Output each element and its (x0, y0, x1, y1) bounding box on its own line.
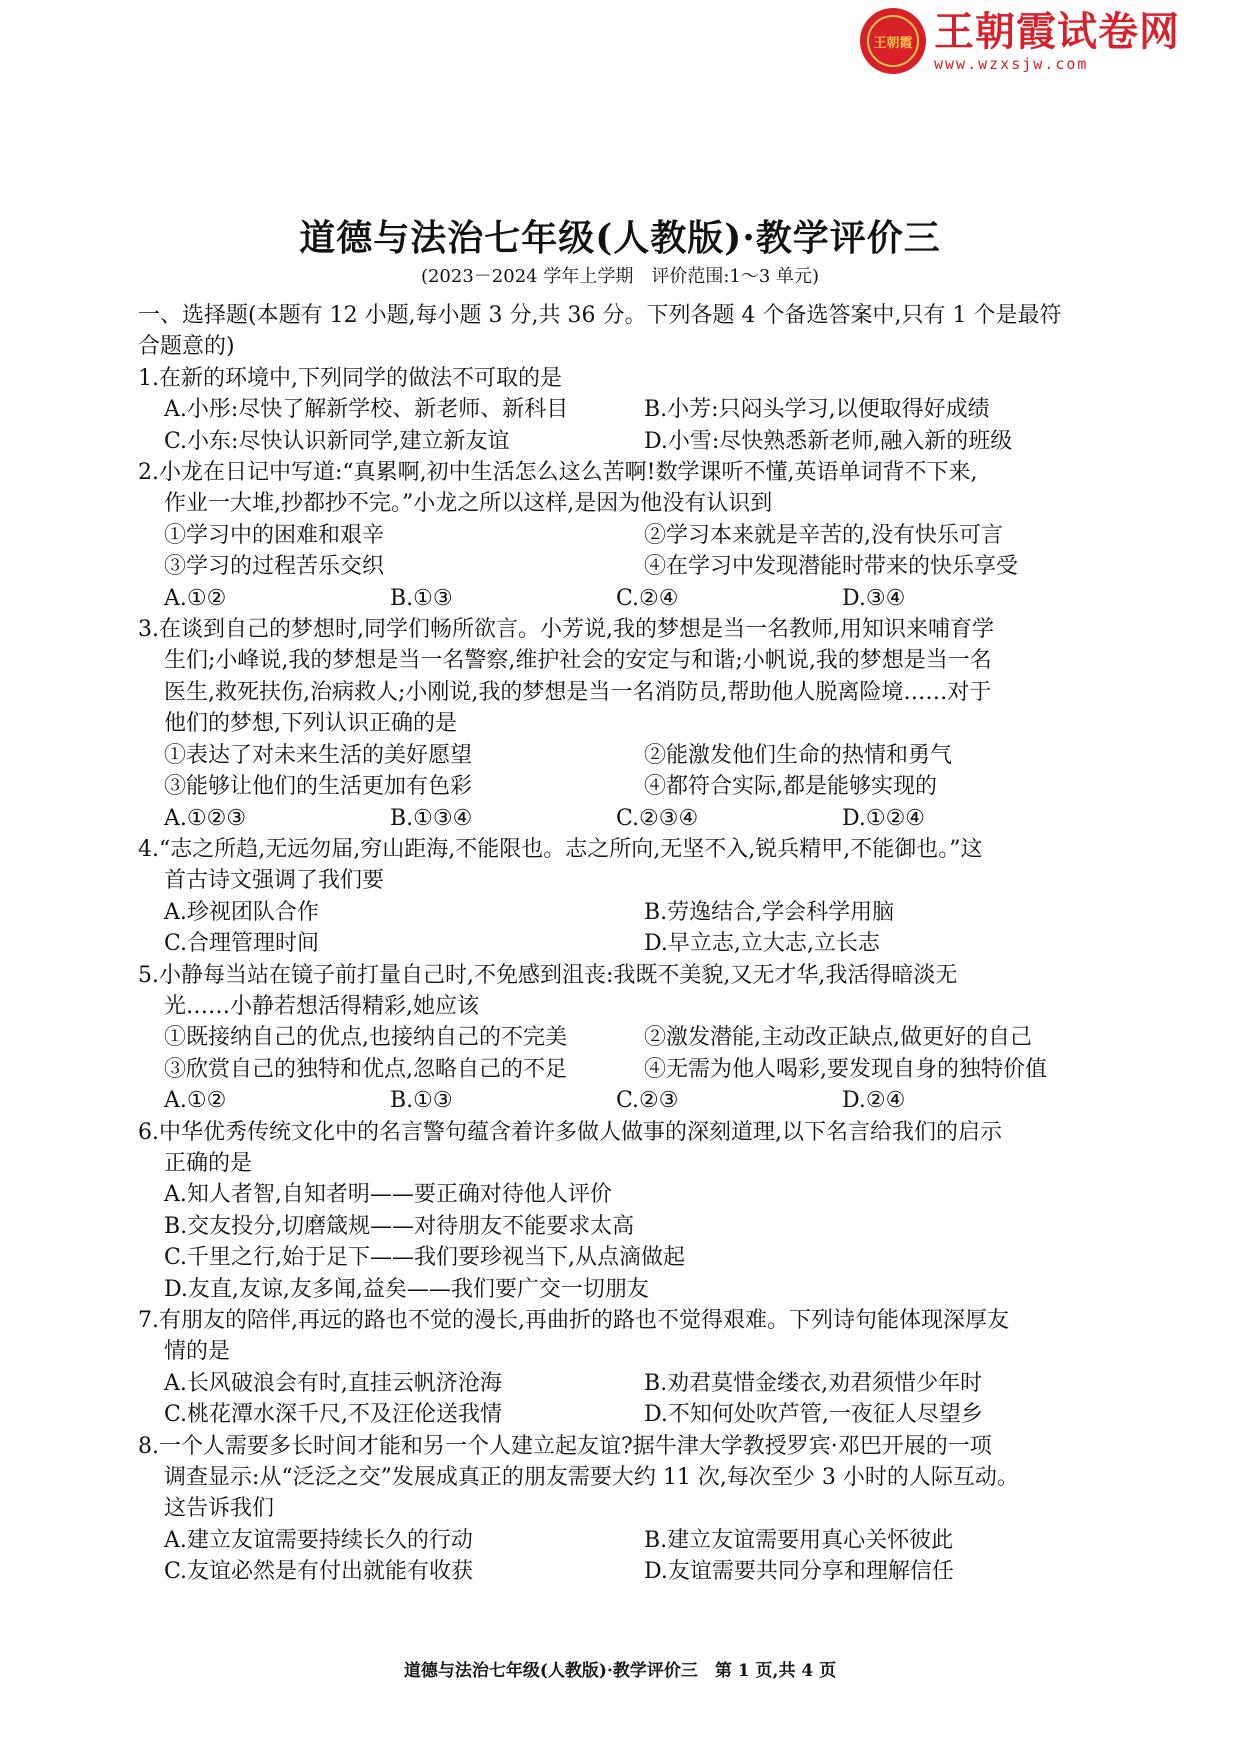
answer-choice: C.②③ (616, 1088, 679, 1114)
question-stem-line: 8.一个人需要多长时间才能和另一个人建立起友谊?据牛津大学教授罗宾·邓巴开展的一项 (138, 1433, 992, 1459)
answer-option: ④都符合实际,都是能够实现的 (644, 774, 937, 800)
answer-option: C.千里之行,始于足下——我们要珍视当下,从点滴做起 (164, 1245, 686, 1271)
answer-option: B.小芳:只闷头学习,以便取得好成绩 (644, 397, 990, 423)
answer-option: ②激发潜能,主动改正缺点,做更好的自己 (644, 1025, 1032, 1051)
option-row (138, 394, 1128, 425)
choice-row (138, 1085, 1128, 1116)
question-6 (138, 1117, 1128, 1305)
seal-text: 王朝霞 (867, 15, 919, 67)
answer-choice: B.①③ (390, 585, 453, 611)
answer-option: B.劳逸结合,学会科学用脑 (644, 899, 895, 925)
answer-choice: B.①③④ (390, 805, 473, 831)
answer-option: A.长风破浪会有时,直挂云帆济沧海 (164, 1370, 502, 1396)
answer-option: ④在学习中发现潜能时带来的快乐享受 (644, 554, 1019, 580)
answer-option: C.合理管理时间 (164, 931, 320, 957)
answer-choice: C.②④ (616, 585, 679, 611)
question-stem-line: 医生,救死扶伤,治病救人;小刚说,我的梦想是当一名消防员,帮助他人脱离险境……对于 (164, 679, 992, 705)
question-stem-line: 光……小静若想活得精彩,她应该 (164, 993, 479, 1019)
logo-url: www.wzxsjw.com (934, 55, 1089, 73)
answer-option: A.知人者智,自知者明——要正确对待他人评价 (164, 1182, 612, 1208)
choice-row (138, 583, 1128, 614)
page-subtitle: (2023－2024 学年上学期 评价范围:1～3 单元) (420, 266, 820, 287)
answer-option: ①既接纳自己的优点,也接纳自己的不完美 (164, 1025, 567, 1051)
question-stem-line: 5.小静每当站在镜子前打量自己时,不免感到沮丧:我既不美貌,又无才华,我活得暗淡无 (138, 962, 958, 988)
option-row (138, 1054, 1128, 1085)
answer-option: D.友直,友谅,友多闻,益矣——我们要广交一切朋友 (164, 1276, 649, 1302)
question-4 (138, 834, 1128, 960)
question-5 (138, 960, 1128, 1117)
option-row (138, 426, 1128, 457)
question-stem-line: 2.小龙在日记中写道:“真累啊,初中生活怎么这么苦啊!数学课听不懂,英语单词背不下来, (138, 460, 978, 486)
answer-option: D.小雪:尽快熟悉新老师,融入新的班级 (644, 428, 1013, 454)
answer-option: ③能够让他们的生活更加有色彩 (164, 774, 473, 800)
section-heading-2: 合题意的) (138, 334, 235, 360)
question-2 (138, 457, 1128, 614)
question-stem-line: 3.在谈到自己的梦想时,同学们畅所欲言。小芳说,我的梦想是当一名教师,用知识来哺育学 (138, 617, 994, 643)
option-row (138, 551, 1128, 582)
answer-option: C.桃花潭水深千尺,不及汪伦送我情 (164, 1402, 503, 1428)
question-stem-line: 情的是 (164, 1339, 231, 1365)
option-row (138, 520, 1128, 551)
answer-option: C.友谊必然是有付出就能有收获 (164, 1559, 474, 1585)
answer-choice: B.①③ (390, 1088, 453, 1114)
site-logo (860, 8, 1180, 74)
option-row (138, 1399, 1128, 1430)
question-stem-line: 调查显示:从“泛泛之交”发展成真正的朋友需要大约 11 次,每次至少 3 小时的人际互动。 (164, 1465, 1019, 1491)
logo-name: 王朝霞试卷网 (934, 9, 1180, 55)
answer-choice: A.①②③ (164, 805, 247, 831)
choice-row (138, 803, 1128, 834)
answer-option: ①学习中的困难和艰辛 (164, 522, 385, 548)
option-row (138, 1525, 1128, 1556)
answer-choice: D.②④ (842, 1088, 906, 1114)
question-7 (138, 1305, 1128, 1431)
question-1 (138, 363, 1128, 457)
answer-choice: A.①② (164, 1088, 227, 1114)
answer-option: ②能激发他们生命的热情和勇气 (644, 742, 953, 768)
question-stem-line: 他们的梦想,下列认识正确的是 (164, 711, 457, 737)
answer-option: B.劝君莫惜金缕衣,劝君须惜少年时 (644, 1370, 983, 1396)
question-stem-line: 7.有朋友的陪伴,再远的路也不觉的漫长,再曲折的路也不觉得艰难。下列诗句能体现深厚友 (138, 1308, 1009, 1333)
seal-icon (860, 8, 926, 74)
option-row (138, 1368, 1128, 1399)
answer-option: ②学习本来就是辛苦的,没有快乐可言 (644, 522, 1003, 548)
question-stem-line: 生们;小峰说,我的梦想是当一名警察,维护社会的安定与和谐;小帆说,我的梦想是当一名 (164, 648, 992, 674)
answer-option: A.珍视团队合作 (164, 899, 319, 925)
section-heading-1: 一、选择题(本题有 12 小题,每小题 3 分,共 36 分。下列各题 4 个备选答案中,只有 1 个是最符 (138, 303, 1062, 328)
question-stem-line: 4.“志之所趋,无远勿届,穷山距海,不能限也。志之所向,无坚不入,锐兵精甲,不能御也。”这 (138, 836, 983, 862)
question-list (138, 363, 1128, 1588)
answer-option: ③欣赏自己的独特和优点,忽略自己的不足 (164, 1056, 567, 1082)
answer-option: B.交友投分,切磨箴规——对待朋友不能要求太高 (164, 1213, 635, 1239)
answer-option: D.友谊需要共同分享和理解信任 (644, 1559, 954, 1585)
question-stem-line: 6.中华优秀传统文化中的名言警句蕴含着许多做人做事的深刻道理,以下名言给我们的启示 (138, 1119, 1002, 1145)
page-footer: 道德与法治七年级(人教版)·教学评价三 第 1 页,共 4 页 (403, 1661, 837, 1681)
answer-choice: A.①② (164, 585, 227, 611)
option-row (138, 1022, 1128, 1053)
option-row (138, 897, 1128, 928)
question-stem-line: 这告诉我们 (164, 1496, 275, 1522)
option-row (138, 1556, 1128, 1587)
question-stem-line: 作业一大堆,抄都抄不完。”小龙之所以这样,是因为他没有认识到 (164, 491, 773, 517)
option-row (138, 928, 1128, 959)
question-stem-line: 1.在新的环境中,下列同学的做法不可取的是 (138, 365, 562, 391)
option-row (138, 771, 1128, 802)
question-8 (138, 1431, 1128, 1588)
answer-option: D.不知何处吹芦管,一夜征人尽望乡 (644, 1402, 983, 1428)
answer-option: ③学习的过程苦乐交织 (164, 554, 385, 580)
answer-option: B.建立友谊需要用真心关怀彼此 (644, 1527, 954, 1553)
page-title: 道德与法治七年级(人教版)·教学评价三 (299, 217, 941, 259)
question-section (138, 300, 1128, 1588)
answer-option: ①表达了对未来生活的美好愿望 (164, 742, 473, 768)
question-stem-line: 首古诗文强调了我们要 (164, 868, 385, 894)
answer-choice: C.②③④ (616, 805, 699, 831)
answer-option: A.小彤:尽快了解新学校、新老师、新科目 (164, 397, 569, 423)
question-stem-line: 正确的是 (164, 1150, 253, 1176)
answer-option: D.早立志,立大志,立长志 (644, 931, 880, 957)
answer-choice: D.③④ (842, 585, 906, 611)
answer-choice: D.①②④ (842, 805, 926, 831)
answer-option: ④无需为他人喝彩,要发现自身的独特价值 (644, 1056, 1047, 1082)
answer-option: C.小东:尽快认识新同学,建立新友谊 (164, 428, 510, 454)
option-row (138, 740, 1128, 771)
answer-option: A.建立友谊需要持续长久的行动 (164, 1527, 473, 1553)
question-3 (138, 614, 1128, 834)
